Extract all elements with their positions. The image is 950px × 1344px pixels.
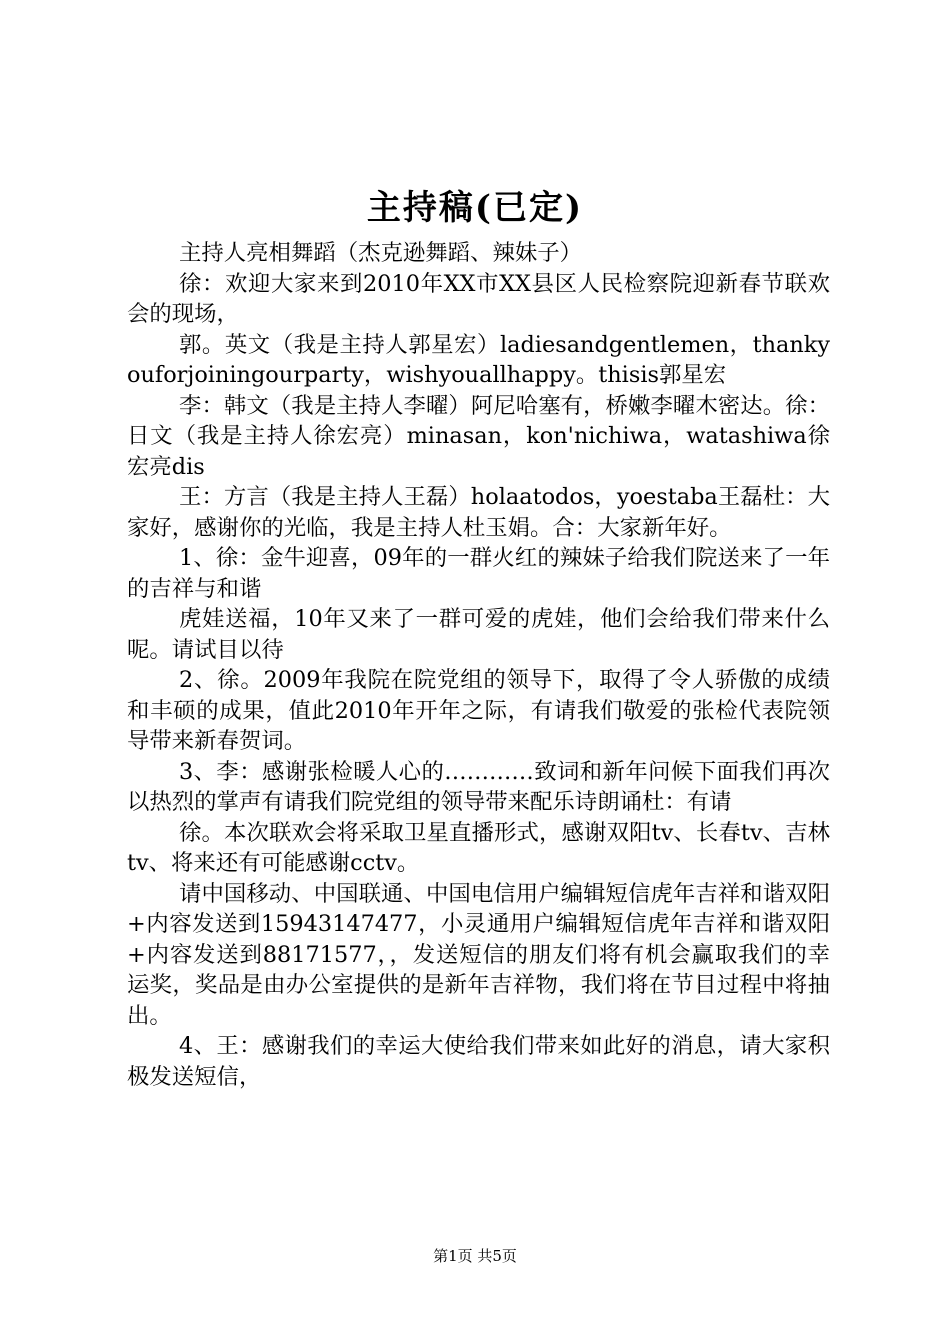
paragraph-tiger-kids: 虎娃送福，10年又来了一群可爱的虎娃，他们会给我们带来什么呢。请试目以待 bbox=[127, 606, 830, 663]
paragraph-item-1: 1、徐：金牛迎喜，09年的一群火红的辣妹子给我们院送来了一年的吉祥与和谐 bbox=[127, 545, 830, 602]
paragraph-item-3: 3、李：感谢张检暖人心的…………致词和新年问候下面我们再次以热烈的掌声有请我们院党组的领导带来配乐诗朗诵杜：有请 bbox=[127, 758, 830, 815]
paragraph-guo-english: 郭。英文（我是主持人郭星宏）ladiesandgentlemen，thankyouforjoiningourparty，wishyouallhappy。thisis郭星宏 bbox=[127, 331, 830, 388]
page-number-footer: 第1页 共5页 bbox=[433, 1247, 517, 1265]
paragraph-wang-du-intro: 王：方言（我是主持人王磊）holaatodos，yoestaba王磊杜：大家好，感谢你的光临，我是主持人杜玉娟。合：大家新年好。 bbox=[127, 484, 830, 541]
document-body bbox=[127, 238, 830, 1092]
paragraph-opening-dance: 主持人亮相舞蹈（杰克逊舞蹈、辣妹子） bbox=[179, 240, 583, 266]
paragraph-xu-welcome: 徐：欢迎大家来到2010年XX市XX县区人民检察院迎新春节联欢会的现场， bbox=[127, 270, 830, 327]
paragraph-broadcast: 徐。本次联欢会将采取卫星直播形式，感谢双阳tv、长春tv、吉林tv、将来还有可能感谢cctv。 bbox=[127, 819, 830, 876]
document-title: 主持稿(已定) bbox=[366, 188, 584, 228]
paragraph-sms-lottery: 请中国移动、中国联通、中国电信用户编辑短信虎年吉祥和谐双阳+内容发送到15943147477，小灵通用户编辑短信虎年吉祥和谐双阳+内容发送到88171577，，发送短信的朋友们将有机会赢取我们的幸运奖，奖品是由办公室提供的是新年吉祥物，我们将在节目过程中将抽出。 bbox=[127, 880, 830, 1029]
paragraph-item-2: 2、徐。2009年我院在院党组的领导下，取得了令人骄傲的成绩和丰硕的成果，值此2010年开年之际，有请我们敬爱的张检代表院领导带来新春贺词。 bbox=[127, 667, 830, 754]
paragraph-li-xu-intro: 李：韩文（我是主持人李曜）阿尼哈塞有，桥嫩李曜木密达。徐：日文（我是主持人徐宏亮）minasan，kon'nichiwa，watashiwa徐宏亮dis bbox=[127, 392, 830, 480]
paragraph-item-4: 4、王：感谢我们的幸运大使给我们带来如此好的消息，请大家积极发送短信， bbox=[127, 1033, 830, 1090]
